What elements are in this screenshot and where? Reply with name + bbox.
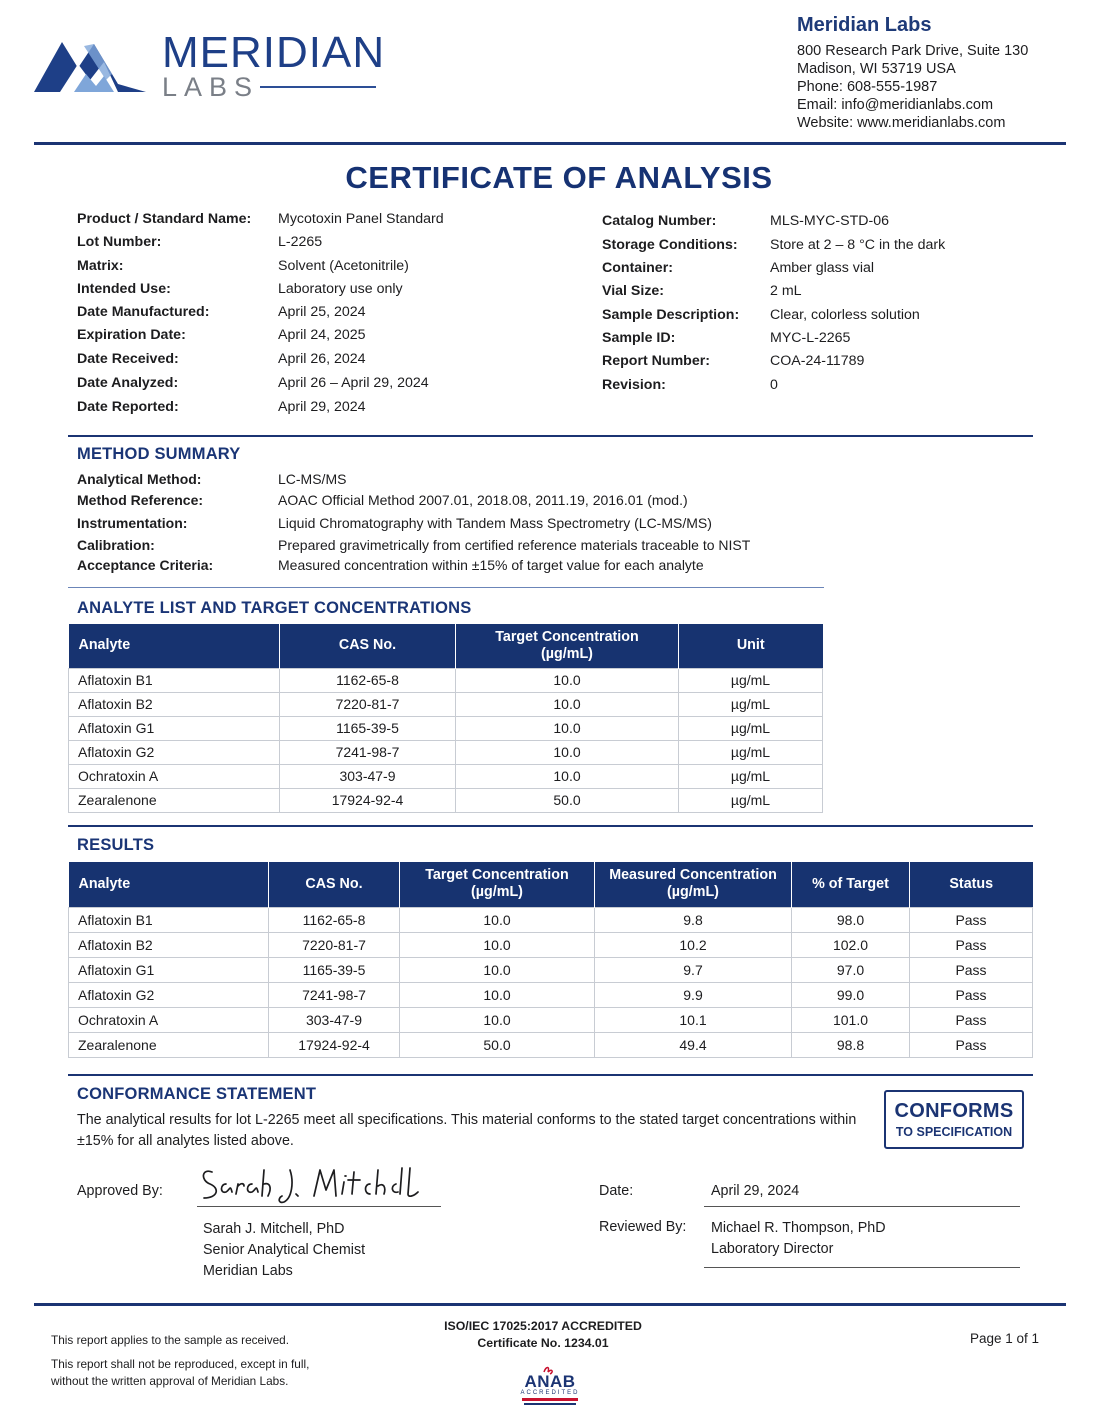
handwritten-signature — [198, 1162, 438, 1208]
approved-by-label: Approved By: — [77, 1183, 163, 1199]
cell-target: 10.0 — [400, 957, 595, 982]
info-value: COA-24-11789 — [770, 353, 865, 369]
col-target-line2: (µg/mL) — [541, 645, 593, 662]
section-divider — [68, 587, 824, 588]
col-measured-line1: Measured Concentration — [609, 867, 777, 884]
cell-percent: 102.0 — [792, 932, 910, 957]
date-line — [704, 1206, 1020, 1207]
results-table — [68, 862, 1033, 1058]
info-value: Mycotoxin Panel Standard — [278, 211, 444, 227]
product-info-left — [77, 211, 577, 421]
accreditation-line-2: Certificate No. 1234.01 — [477, 1336, 609, 1350]
cell-percent: 97.0 — [792, 957, 910, 982]
reviewed-by-label: Reviewed By: — [599, 1219, 687, 1235]
product-info-right — [602, 213, 1062, 403]
cell-cas: 1165-39-5 — [280, 716, 456, 740]
cell-analyte: Zearalenone — [69, 788, 280, 812]
col-status: Status — [910, 862, 1033, 907]
cell-measured: 10.1 — [595, 1007, 792, 1032]
cell-cas: 17924-92-4 — [269, 1032, 400, 1057]
cell-percent: 98.8 — [792, 1032, 910, 1057]
method-value: LC-MS/MS — [278, 471, 347, 487]
info-value: April 29, 2024 — [278, 399, 366, 415]
table-row — [69, 1007, 1033, 1032]
info-value: Clear, colorless solution — [770, 307, 920, 323]
header-divider — [34, 142, 1066, 145]
section-divider — [68, 825, 1033, 827]
logo-subword: LABS — [162, 72, 260, 102]
method-value: Prepared gravimetrically from certified reference materials traceable to NIST — [278, 537, 751, 553]
cell-analyte: Zearalenone — [69, 1032, 269, 1057]
conformance-text: The analytical results for lot L-2265 meet all specifications. This material conforms to the stated target concentrations within ±15% for all analytes listed above. — [77, 1112, 857, 1149]
cell-unit: µg/mL — [679, 764, 823, 788]
cell-analyte: Aflatoxin G1 — [69, 957, 269, 982]
info-label: Storage Conditions: — [602, 237, 738, 253]
conformance-title: CONFORMANCE STATEMENT — [77, 1085, 317, 1103]
cell-target: 50.0 — [456, 788, 679, 812]
col-target-line2: (µg/mL) — [471, 884, 523, 901]
cell-analyte: Aflatoxin B1 — [69, 668, 280, 692]
approver-org: Meridian Labs — [203, 1263, 293, 1279]
table-row — [69, 982, 1033, 1007]
cell-cas: 1165-39-5 — [269, 957, 400, 982]
info-value: Amber glass vial — [770, 260, 875, 276]
cell-target: 10.0 — [400, 982, 595, 1007]
info-value: L-2265 — [278, 234, 323, 250]
method-label: Analytical Method: — [77, 471, 202, 487]
info-value: April 25, 2024 — [278, 304, 366, 320]
table-row — [69, 957, 1033, 982]
accreditation-line-1: ISO/IEC 17025:2017 ACCREDITED — [444, 1319, 642, 1333]
col-cas: CAS No. — [269, 862, 400, 907]
table-row — [69, 692, 823, 716]
col-percent: % of Target — [792, 862, 910, 907]
info-label: Catalog Number: — [602, 213, 717, 229]
method-value: Measured concentration within ±15% of target value for each analyte — [278, 557, 704, 573]
info-value: MYC-L-2265 — [770, 330, 851, 346]
method-summary-title: METHOD SUMMARY — [77, 445, 241, 463]
cell-measured: 9.9 — [595, 982, 792, 1007]
cell-status: Pass — [910, 932, 1033, 957]
cell-analyte: Ochratoxin A — [69, 1007, 269, 1032]
method-value: Liquid Chromatography with Tandem Mass Spectrometry (LC-MS/MS) — [278, 515, 712, 531]
table-row — [69, 716, 823, 740]
info-value: Store at 2 – 8 °C in the dark — [770, 237, 946, 253]
col-unit: Unit — [679, 624, 823, 668]
method-label: Calibration: — [77, 537, 155, 553]
info-label: Expiration Date: — [77, 327, 186, 343]
cell-target: 10.0 — [456, 692, 679, 716]
info-label: Vial Size: — [602, 283, 665, 299]
approver-role: Senior Analytical Chemist — [203, 1242, 366, 1258]
footer-note-2a: This report shall not be reproduced, except in full, — [51, 1357, 310, 1371]
cell-analyte: Aflatoxin G2 — [69, 740, 280, 764]
signature-icon — [198, 1162, 438, 1208]
page-number: Page 1 of 1 — [970, 1331, 1040, 1346]
cell-cas: 7241-98-7 — [269, 982, 400, 1007]
cell-target: 10.0 — [400, 932, 595, 957]
stamp-main: CONFORMS — [894, 1100, 1014, 1122]
stamp-sub: TO SPECIFICATION — [895, 1125, 1013, 1139]
info-label: Date Manufactured: — [77, 304, 210, 320]
cell-status: Pass — [910, 982, 1033, 1007]
address-line-2: Madison, WI 53719 USA — [797, 61, 956, 77]
phone: Phone: 608-555-1987 — [797, 79, 938, 95]
info-label: Report Number: — [602, 353, 710, 369]
company-name: Meridian Labs — [797, 14, 932, 36]
info-label: Date Reported: — [77, 399, 179, 415]
anab-wordmark: ANAB — [524, 1372, 576, 1391]
col-analyte: Analyte — [69, 624, 280, 668]
col-target-line1: Target Concentration — [425, 867, 569, 884]
cell-percent: 98.0 — [792, 907, 910, 932]
cell-measured: 9.8 — [595, 907, 792, 932]
info-value: Laboratory use only — [278, 281, 403, 297]
info-value: Solvent (Acetonitrile) — [278, 258, 409, 274]
info-label: Intended Use: — [77, 281, 171, 297]
reviewer-role: Laboratory Director — [711, 1241, 834, 1257]
address-line-1: 800 Research Park Drive, Suite 130 — [797, 43, 1029, 59]
footer-note-1: This report applies to the sample as received. — [51, 1333, 290, 1347]
table-row — [69, 740, 823, 764]
info-label: Sample ID: — [602, 330, 676, 346]
col-analyte: Analyte — [69, 862, 269, 907]
cell-unit: µg/mL — [679, 788, 823, 812]
cell-unit: µg/mL — [679, 740, 823, 764]
anab-accredited: ACCREDITED — [520, 1390, 580, 1396]
cell-measured: 49.4 — [595, 1032, 792, 1057]
info-value: April 26, 2024 — [278, 351, 366, 367]
footer-note-2b: without the written approval of Meridian Labs. — [51, 1374, 289, 1388]
method-summary — [77, 471, 837, 581]
cell-cas: 7220-81-7 — [269, 932, 400, 957]
table-row — [69, 788, 823, 812]
table-row — [69, 668, 823, 692]
cell-target: 10.0 — [400, 907, 595, 932]
cell-target: 10.0 — [456, 740, 679, 764]
cell-cas: 7220-81-7 — [280, 692, 456, 716]
reviewer-name: Michael R. Thompson, PhD — [711, 1220, 886, 1236]
cell-percent: 99.0 — [792, 982, 910, 1007]
company-logo — [34, 28, 386, 102]
cell-cas: 17924-92-4 — [280, 788, 456, 812]
cell-analyte: Aflatoxin G2 — [69, 982, 269, 1007]
results-title: RESULTS — [77, 836, 155, 854]
date-label: Date: — [599, 1183, 634, 1199]
cell-unit: µg/mL — [679, 668, 823, 692]
cell-measured: 10.2 — [595, 932, 792, 957]
logo-wordmark: MERIDIAN — [162, 28, 386, 77]
cell-percent: 101.0 — [792, 1007, 910, 1032]
info-label: Date Received: — [77, 351, 179, 367]
col-cas: CAS No. — [280, 624, 456, 668]
cell-target: 10.0 — [456, 668, 679, 692]
info-value: April 26 – April 29, 2024 — [278, 375, 429, 391]
table-row — [69, 764, 823, 788]
company-contact — [797, 12, 1097, 132]
cell-cas: 7241-98-7 — [280, 740, 456, 764]
cell-cas: 303-47-9 — [269, 1007, 400, 1032]
signature-line — [197, 1206, 441, 1207]
method-label: Instrumentation: — [77, 515, 188, 531]
table-row — [69, 932, 1033, 957]
info-label: Revision: — [602, 377, 666, 393]
cell-target: 10.0 — [400, 1007, 595, 1032]
cell-analyte: Aflatoxin B2 — [69, 932, 269, 957]
conforms-stamp — [884, 1090, 1024, 1149]
cell-unit: µg/mL — [679, 716, 823, 740]
info-value: 0 — [770, 377, 778, 393]
col-target — [400, 862, 595, 907]
approver-name: Sarah J. Mitchell, PhD — [203, 1221, 345, 1237]
accreditation — [396, 1318, 690, 1352]
info-label: Product / Standard Name: — [77, 211, 252, 227]
logo-underline — [260, 86, 376, 88]
cell-cas: 303-47-9 — [280, 764, 456, 788]
info-label: Date Analyzed: — [77, 375, 179, 391]
document-title: CERTIFICATE OF ANALYSIS — [345, 160, 773, 195]
method-label: Method Reference: — [77, 492, 204, 508]
col-target — [456, 624, 679, 668]
cell-status: Pass — [910, 957, 1033, 982]
reviewer-details — [711, 1218, 886, 1260]
col-target-line1: Target Concentration — [495, 628, 639, 645]
method-label: Acceptance Criteria: — [77, 557, 214, 573]
analyte-list-title: ANALYTE LIST AND TARGET CONCENTRATIONS — [77, 599, 472, 617]
cell-analyte: Ochratoxin A — [69, 764, 280, 788]
cell-unit: µg/mL — [679, 692, 823, 716]
cell-status: Pass — [910, 1032, 1033, 1057]
footer-divider — [34, 1303, 1066, 1306]
table-row — [69, 1032, 1033, 1057]
info-label: Container: — [602, 260, 673, 276]
website: Website: www.meridianlabs.com — [797, 115, 1006, 131]
table-row — [69, 907, 1033, 932]
anab-logo — [514, 1364, 586, 1410]
col-measured-line2: (µg/mL) — [667, 884, 719, 901]
cell-status: Pass — [910, 907, 1033, 932]
cell-target: 10.0 — [456, 716, 679, 740]
cell-analyte: Aflatoxin B1 — [69, 907, 269, 932]
analyte-table — [68, 624, 823, 813]
footer-note-2 — [51, 1356, 309, 1390]
cell-target: 10.0 — [456, 764, 679, 788]
cell-cas: 1162-65-8 — [269, 907, 400, 932]
email: Email: info@meridianlabs.com — [797, 97, 994, 113]
cell-cas: 1162-65-8 — [280, 668, 456, 692]
info-value: MLS-MYC-STD-06 — [770, 213, 890, 229]
section-divider — [68, 435, 1033, 437]
date-value: April 29, 2024 — [711, 1183, 800, 1199]
cell-measured: 9.7 — [595, 957, 792, 982]
method-value: AOAC Official Method 2007.01, 2018.08, 2011.19, 2016.01 (mod.) — [278, 492, 688, 508]
info-label: Matrix: — [77, 258, 124, 274]
cell-analyte: Aflatoxin B2 — [69, 692, 280, 716]
reviewer-line — [704, 1267, 1020, 1268]
col-measured — [595, 862, 792, 907]
section-divider — [68, 1074, 1033, 1076]
cell-analyte: Aflatoxin G1 — [69, 716, 280, 740]
info-label: Lot Number: — [77, 234, 162, 250]
cell-status: Pass — [910, 1007, 1033, 1032]
approver-details — [203, 1219, 365, 1282]
info-label: Sample Description: — [602, 307, 740, 323]
info-value: 2 mL — [770, 283, 802, 299]
mountain-logo-icon — [34, 36, 146, 100]
info-value: April 24, 2025 — [278, 327, 366, 343]
cell-target: 50.0 — [400, 1032, 595, 1057]
